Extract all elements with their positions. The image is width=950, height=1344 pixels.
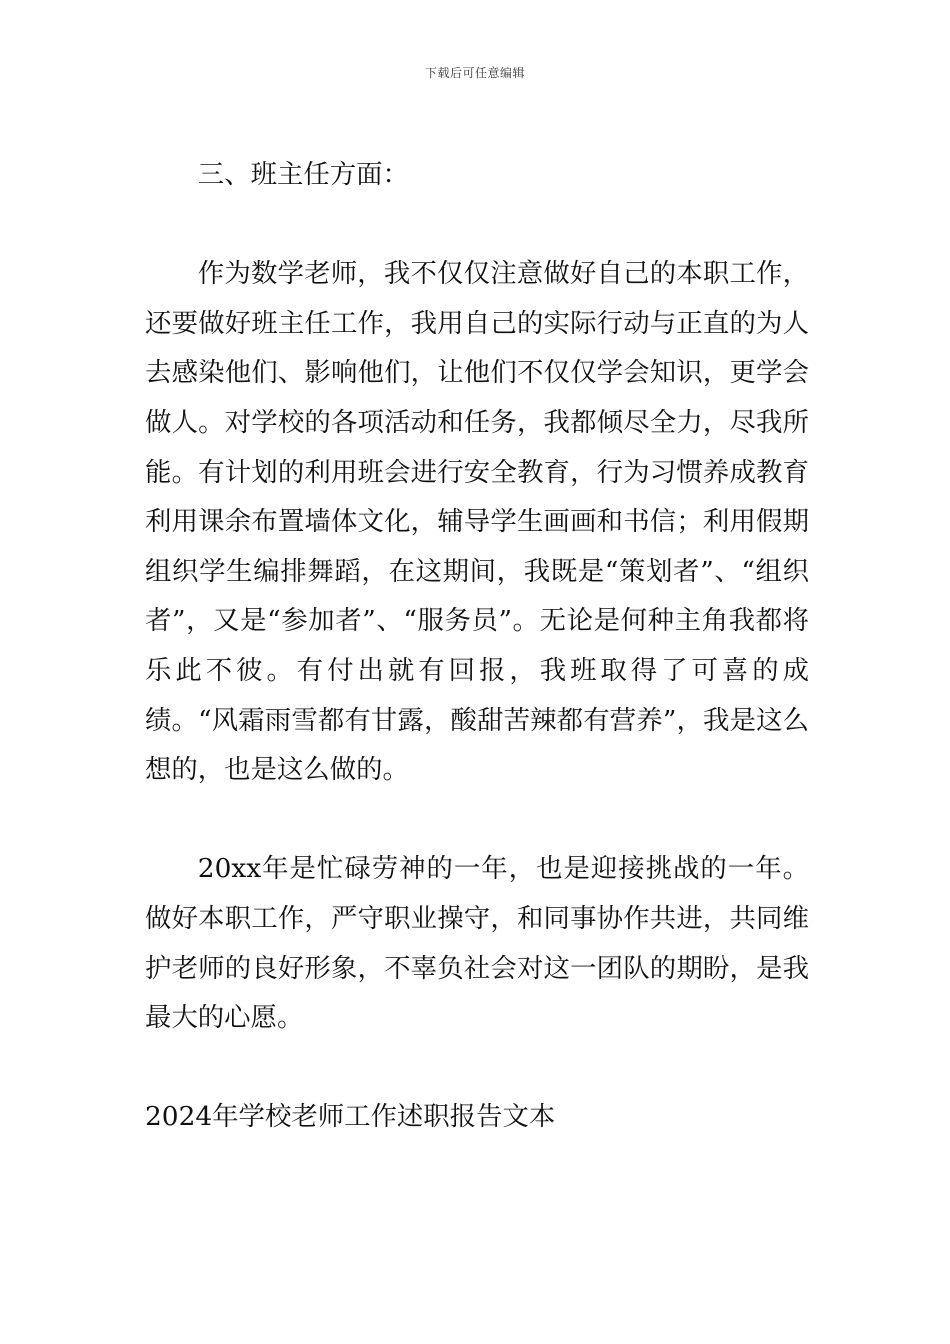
- paragraph-gap: [145, 1043, 809, 1093]
- next-document-title: 2024年学校老师工作述职报告文本: [145, 1101, 556, 1133]
- paragraph-year-summary: 20xx年是忙碌劳神的一年，也是迎接挑战的一年。做好本职工作，严守职业操守，和同事协作共进，共同维护老师的良好形象，不辜负社会对这一团队的期盼，是我最大的心愿。: [145, 853, 809, 1034]
- paragraph-class-teacher: 作为数学老师，我不仅仅注意做好自己的本职工作，还要做好班主任工作，我用自己的实际行动与正直的为人去感染他们、影响他们，让他们不仅仅学会知识，更学会做人。对学校的各项活动和任务，我都倾尽全力，尽我所能。有计划的利用班会进行安全教育，行为习惯养成教育利用课余布置墙体文化，辅导学生画画和书信；利用假期组织学生编排舞蹈，在这期间，我既是“策划者”、“组织者”，又是“参加者”、“服务员”。无论是何种主角我都将乐此不彼。有付出就有回报，我班取得了可喜的成绩。“风霜雨雪都有甘露，酸甜苦辣都有营养”，我是这么想的，也是这么做的。: [145, 258, 809, 786]
- paragraph-gap: [145, 795, 809, 845]
- paragraph-gap: [145, 200, 809, 250]
- header-note: 下载后可任意编辑: [424, 66, 525, 80]
- section-heading: 三、班主任方面：: [197, 159, 409, 190]
- document-body: [145, 150, 809, 1142]
